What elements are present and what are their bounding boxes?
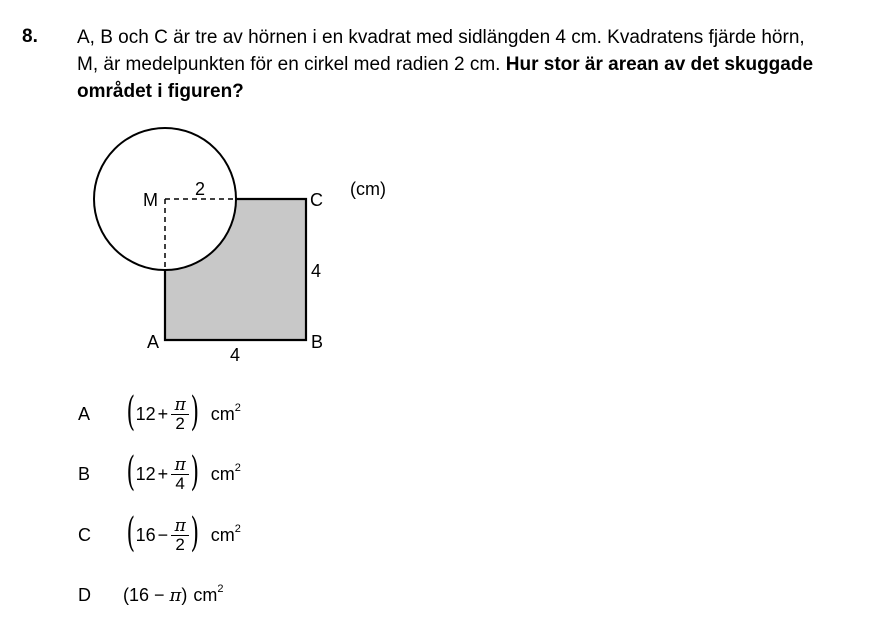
option-unit: $cm^2$: [193, 582, 224, 605]
question-number: 8.: [22, 26, 38, 47]
label-m: M: [143, 190, 158, 210]
option-unit: $cm^2$: [210, 461, 241, 484]
open-paren: (: [126, 510, 136, 556]
pi-fraction: [171, 456, 189, 493]
fraction-numerator: π: [174, 394, 186, 415]
option-letter: C: [78, 524, 91, 545]
option-letter: A: [78, 403, 91, 424]
label-side-right: 4: [311, 261, 322, 281]
close-paren: ): [190, 510, 200, 556]
question-emphasis-1: Hur stor är arean av det skuggade: [505, 54, 814, 75]
option-integer: 12: [135, 463, 156, 484]
option-a[interactable]: [78, 389, 241, 439]
fraction-numerator: π: [174, 454, 186, 475]
label-a: A: [147, 332, 160, 352]
option-unit: $cm^2$: [210, 401, 241, 424]
option-unit: $cm^2$: [210, 522, 241, 545]
option-integer: 12: [135, 403, 156, 424]
option-integer: 16: [135, 524, 156, 545]
close-paren: ): [190, 389, 200, 435]
fraction-denominator: 2: [175, 413, 185, 433]
question-emphasis-2: området i figuren?: [77, 81, 244, 102]
shaded-region: [165, 199, 306, 340]
open-paren: (: [126, 389, 136, 435]
option-d[interactable]: [78, 570, 224, 620]
label-b: B: [311, 332, 324, 352]
option-expression: (16 − π): [123, 584, 188, 606]
label-unit: (cm): [350, 179, 386, 199]
option-operator: +: [157, 463, 169, 484]
label-radius: 2: [195, 179, 206, 199]
option-letter: D: [78, 584, 91, 605]
pi-fraction: [171, 396, 189, 433]
label-side-bottom: 4: [230, 345, 241, 365]
fraction-denominator: 4: [175, 473, 185, 493]
label-c: C: [310, 190, 323, 210]
pi-fraction: [171, 517, 189, 554]
fraction-denominator: 2: [175, 534, 185, 554]
close-paren: ): [190, 449, 200, 495]
open-paren: (: [126, 449, 136, 495]
option-b[interactable]: [78, 449, 241, 499]
option-c[interactable]: [78, 510, 241, 560]
option-operator: −: [157, 524, 169, 545]
option-operator: +: [157, 403, 169, 424]
option-letter: B: [78, 463, 91, 484]
fraction-numerator: π: [174, 515, 186, 536]
question-line-1: A, B och C är tre av hörnen i en kvadrat med sidlängden 4 cm. Kvadratens fjärde hörn,: [77, 27, 805, 48]
question-line-2: M, är medelpunkten för en cirkel med radien 2 cm.: [77, 54, 506, 75]
